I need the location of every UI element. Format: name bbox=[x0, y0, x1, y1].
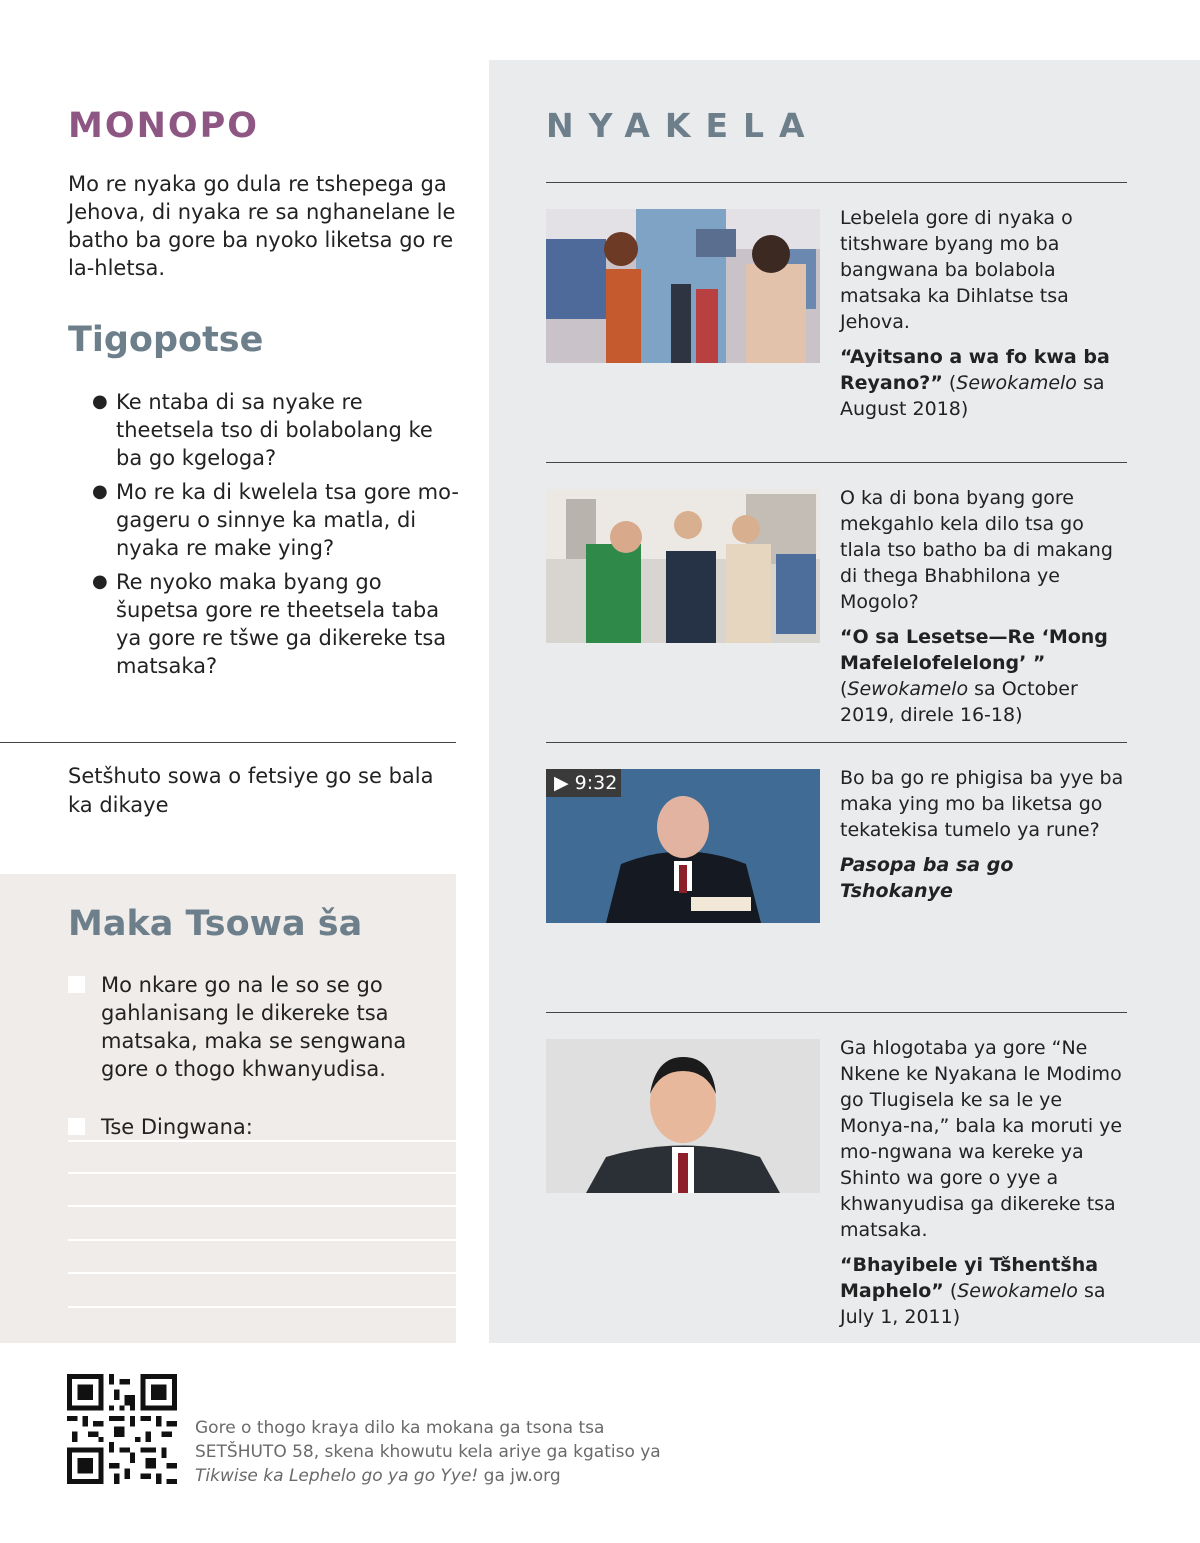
video-duration-badge[interactable]: ▶ 9:32 bbox=[546, 769, 621, 797]
card-reference[interactable] bbox=[840, 624, 1130, 728]
resource-card bbox=[840, 1035, 1130, 1330]
list-item bbox=[92, 478, 462, 562]
reference-paren: ( bbox=[840, 678, 848, 700]
video-title[interactable]: Pasopa ba sa go Tshokanye bbox=[840, 854, 1014, 902]
article-image-portrait[interactable] bbox=[546, 1039, 820, 1193]
footer-main: Gore o thogo kraya dilo ka mokana ga tsona tsa SETŠHUTO 58, skena khowutu kela ariye ga kgatiso ya bbox=[195, 1418, 661, 1462]
monopo-summary: Mo re nyaka go dula re tshepega ga Jehova, di nyaka re sa nghanelane le batho ba gore ba nyoko liketsa go re la-hletsa. bbox=[68, 172, 456, 280]
checkbox-label: Tse Dingwana: bbox=[101, 1115, 253, 1139]
writing-line[interactable] bbox=[68, 1239, 456, 1241]
reference-publication: Sewokamelo bbox=[957, 1280, 1078, 1302]
resource-card bbox=[840, 485, 1130, 728]
checkbox[interactable] bbox=[68, 976, 85, 993]
card-description: Bo ba go re phigisa ba yye ba maka ying mo ba liketsa go tekatekisa tumelo ya rune? bbox=[840, 767, 1124, 841]
mall-scene-image bbox=[546, 209, 820, 363]
other-checkbox-item[interactable] bbox=[68, 1113, 438, 1141]
card-reference[interactable] bbox=[840, 344, 1130, 422]
reference-paren: ( bbox=[943, 1280, 958, 1302]
writing-line[interactable] bbox=[68, 1140, 456, 1142]
question-text: Re nyoko maka byang go šupetsa gore re theetsela taba ya gore re tšwe ga dikereke tsa matsaka? bbox=[116, 570, 447, 678]
nyakela-heading: NYAKELA bbox=[546, 106, 820, 145]
question-text: Mo re ka di kwelela tsa gore mo-gageru o sinnye ka matla, di nyaka re make ying? bbox=[116, 480, 459, 560]
divider bbox=[546, 182, 1127, 183]
article-image-street[interactable] bbox=[546, 489, 820, 643]
footer-instructions bbox=[195, 1416, 675, 1488]
bullet-icon: ● bbox=[92, 571, 108, 592]
reference-title[interactable]: “Bhayibele yi Tšhentšha Maphelo” bbox=[840, 1254, 1099, 1302]
monopo-heading: MONOPO bbox=[68, 106, 260, 146]
article-image-mall[interactable] bbox=[546, 209, 820, 363]
writing-line[interactable] bbox=[68, 1172, 456, 1174]
checkbox-label: Mo nkare go na le so se go gahlanisang le dikereke tsa matsaka, maka se sengwana gore o thogo khwanyudisa. bbox=[101, 973, 407, 1081]
maka-heading: Maka Tsowa ša bbox=[68, 904, 363, 944]
reference-publication: Sewokamelo bbox=[956, 372, 1077, 394]
bullet-icon: ● bbox=[92, 391, 108, 412]
resource-card bbox=[840, 765, 1130, 904]
reference-issue: sa July 1, 2011) bbox=[840, 1280, 1106, 1328]
reference-publication: Sewokamelo bbox=[847, 678, 969, 700]
card-reference[interactable] bbox=[840, 1252, 1130, 1330]
list-item bbox=[92, 388, 462, 472]
reference-issue: sa October 2019, direle 16-18) bbox=[840, 678, 1078, 726]
portrait-image bbox=[546, 1039, 820, 1193]
writing-line[interactable] bbox=[68, 1306, 456, 1308]
completion-note: Setšhuto sowa o fetsiye go se bala ka dikaye bbox=[68, 764, 434, 817]
writing-line[interactable] bbox=[68, 1205, 456, 1207]
writing-line[interactable] bbox=[68, 1272, 456, 1274]
reference-issue: sa August 2018) bbox=[840, 372, 1105, 420]
question-text: Ke ntaba di sa nyake re theetsela tso di bolabolang ke ba go kgeloga? bbox=[116, 390, 433, 470]
bullet-icon: ● bbox=[92, 481, 108, 502]
divider bbox=[0, 742, 456, 743]
card-reference[interactable] bbox=[840, 852, 1130, 904]
tigopotse-heading: Tigopotse bbox=[68, 320, 264, 360]
list-item bbox=[92, 568, 462, 680]
reference-title[interactable]: “Ayitsano a wa fo kwa ba Reyano?” bbox=[840, 346, 1110, 394]
divider bbox=[546, 742, 1127, 743]
street-witnessing-image bbox=[546, 489, 820, 643]
divider bbox=[546, 1012, 1127, 1013]
goal-checkbox-item[interactable] bbox=[68, 971, 438, 1083]
card-description: O ka di bona byang gore mekgahlo kela dilo tsa go tlala tso batho ba di makang di thega Bhabhilona ye Mogolo? bbox=[840, 487, 1113, 613]
footer-publication: Tikwise ka Lephelo go ya go Yye! bbox=[195, 1466, 479, 1486]
divider bbox=[546, 462, 1127, 463]
reference-paren: ( bbox=[942, 372, 957, 394]
resource-card bbox=[840, 205, 1130, 422]
qr-code-icon[interactable] bbox=[67, 1374, 177, 1484]
card-description: Ga hlogotaba ya gore “Ne Nkene ke Nyakana le Modimo go Tlugisela ke sa le ye Monya-na,” bala ka moruti ye mo-ngwana wa kereke ya Shinto wa gore o yye a khwanyudisa ga dikereke tsa matsaka. bbox=[840, 1037, 1123, 1241]
checkbox[interactable] bbox=[68, 1118, 85, 1135]
card-description: Lebelela gore di nyaka o titshware byang mo ba bangwana ba bolabola matsaka ka Dihlatse tsa Jehova. bbox=[840, 207, 1073, 333]
reference-title[interactable]: “O sa Lesetse—Re ‘Mong Mafelelofelelong’ ” bbox=[840, 626, 1108, 674]
footer-site[interactable]: ga jw.org bbox=[478, 1466, 561, 1486]
review-questions bbox=[92, 388, 462, 686]
